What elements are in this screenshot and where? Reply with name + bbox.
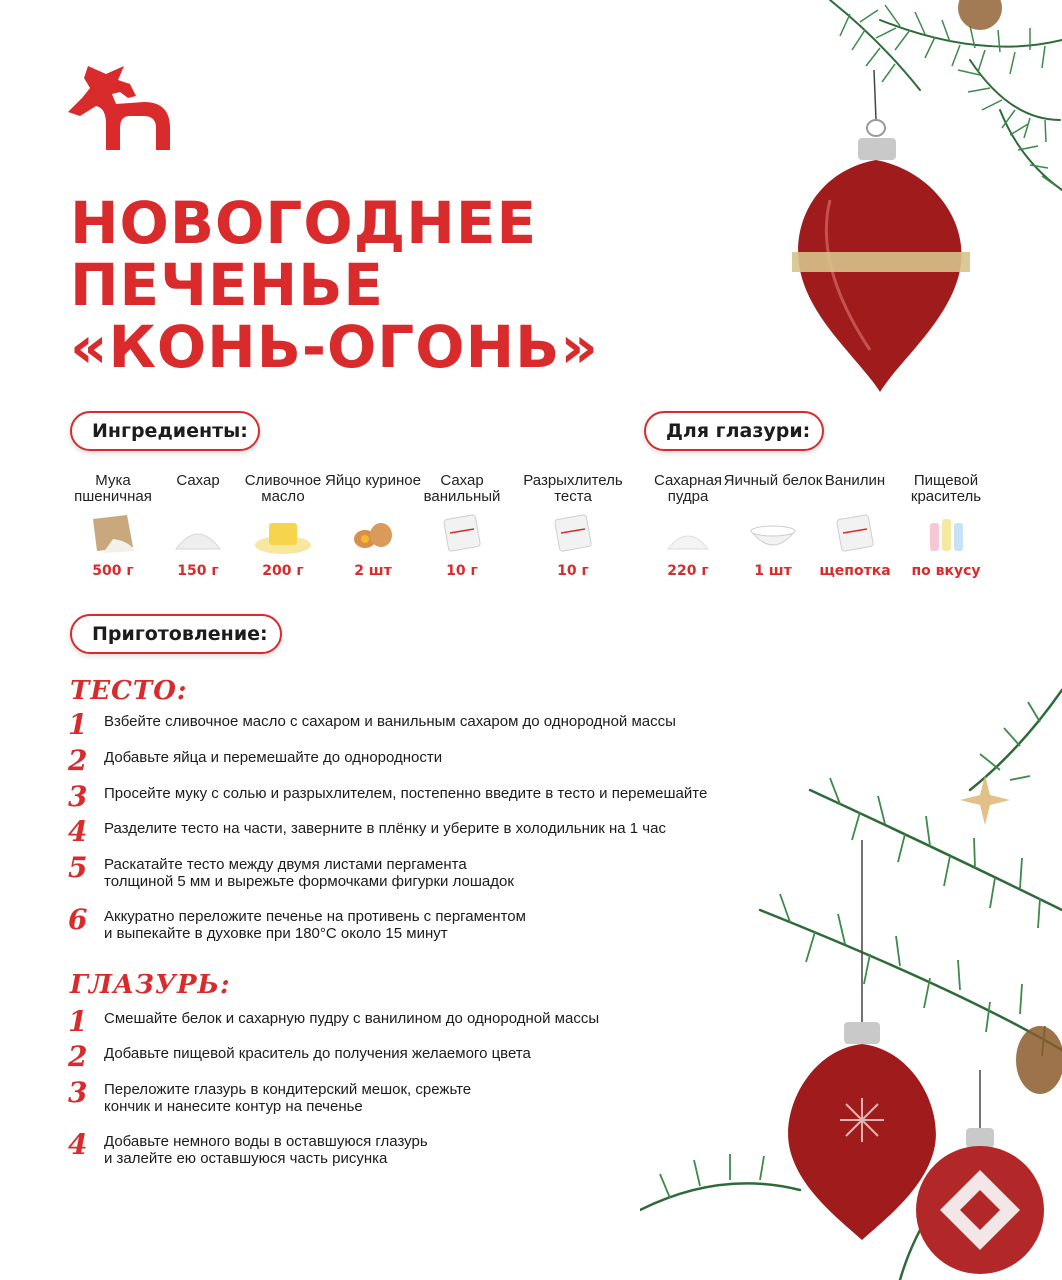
ingredient-amount: 500 г: [92, 563, 134, 579]
ingredient-amount: 10 г: [446, 563, 478, 579]
dye-bottles-icon: [916, 511, 976, 555]
sugar-pile-icon: [168, 511, 228, 555]
glaze-label: Для глазури:: [644, 411, 824, 451]
step-text: Добавьте пищевой краситель до получения желаемого цвета: [104, 1045, 531, 1062]
ingredient-item: [233, 473, 333, 579]
step-text: Добавьте яйца и перемешайте до однородности: [104, 749, 443, 766]
step-text: Смешайте белок и сахарную пудру с ванилином до однородной массы: [104, 1010, 600, 1027]
flour-sack-icon: [83, 511, 143, 555]
glaze-step: [68, 1076, 784, 1115]
ingredient-name: Сахар ванильный: [423, 472, 501, 505]
ingredient-name: Разрыхлитель теста: [523, 472, 623, 505]
dough-step: [68, 851, 784, 890]
title-line-3: «КОНЬ-ОГОНЬ»: [70, 313, 599, 381]
step-text: Раскатайте тесто между двумя листами пергамента толщиной 5 мм и вырежьте формочками фигурки лошадок: [104, 856, 514, 890]
step-number: 1: [68, 1005, 88, 1038]
step-text: Добавьте немного воды в оставшуюся глазурь и залейте ею оставшуюся часть рисунка: [104, 1133, 428, 1167]
step-number: 2: [68, 1040, 88, 1073]
ingredient-name: Мука пшеничная: [74, 472, 152, 505]
glaze-ingredient-item: [805, 473, 905, 579]
ingredient-name: Пищевой краситель: [910, 472, 982, 505]
step-number: 5: [68, 851, 88, 884]
step-number: 6: [68, 903, 88, 936]
dough-heading: ТЕСТО:: [70, 676, 188, 706]
ingredient-amount: по вкусу: [911, 563, 981, 579]
step-number: 4: [68, 1128, 88, 1161]
ingredient-name: Яйцо куриное: [325, 472, 421, 489]
ingredient-amount: 150 г: [177, 563, 219, 579]
step-number: 4: [68, 815, 88, 848]
ingredient-amount: 10 г: [557, 563, 589, 579]
step-number: 3: [68, 780, 88, 813]
step-text: Переложите глазурь в кондитерский мешок, срежьте кончик и нанесите контур на печенье: [104, 1081, 472, 1115]
sachet-icon: [432, 511, 492, 555]
sachet-icon: [825, 511, 885, 555]
page-title: [70, 189, 599, 381]
pine-branch-ornaments-bottom-decoration: [640, 650, 1062, 1280]
ingredient-amount: 220 г: [667, 563, 709, 579]
glaze-ingredient-item: [896, 473, 996, 579]
dough-step: [68, 815, 784, 848]
dough-step: [68, 708, 784, 741]
step-text: Разделите тесто на части, заверните в плёнку и уберите в холодильник на 1 час: [104, 820, 666, 837]
ingredient-item: [515, 473, 631, 579]
ingredient-name: Яичный белок: [723, 472, 823, 489]
pine-branch-ornament-top-decoration: [680, 0, 1062, 400]
step-text: Просейте муку с солью и разрыхлителем, постепенно введите в тесто и перемешайте: [104, 785, 708, 802]
eggs-icon: [343, 511, 403, 555]
step-text: Взбейте сливочное масло с сахаром и ванильным сахаром до однородной массы: [104, 713, 676, 730]
ingredient-amount: 1 шт: [754, 563, 792, 579]
powder-pile-icon: [658, 511, 718, 555]
step-text: Аккуратно переложите печенье на противень с пергаментом и выпекайте в духовке при 180°С около 15 минут: [104, 908, 526, 942]
ingredient-item: [323, 473, 423, 579]
title-line-1: НОВОГОДНЕЕ: [70, 189, 538, 257]
title-line-2: ПЕЧЕНЬЕ: [70, 251, 385, 319]
ingredient-amount: 200 г: [262, 563, 304, 579]
glaze-step: [68, 1005, 784, 1038]
glaze-step: [68, 1128, 784, 1167]
ingredient-amount: 2 шт: [354, 563, 392, 579]
dough-step: [68, 744, 784, 777]
bowl-icon: [743, 511, 803, 555]
ingredient-name: Сливочное масло: [244, 472, 322, 505]
ingredients-label: Ингредиенты:: [70, 411, 260, 451]
step-number: 3: [68, 1076, 88, 1109]
glaze-step: [68, 1040, 784, 1073]
dough-step: [68, 780, 784, 813]
ingredient-name: Сахарная пудра: [653, 472, 723, 505]
preparation-label: Приготовление:: [70, 614, 282, 654]
horse-logo: [66, 58, 176, 154]
sachet-icon: [543, 511, 603, 555]
ingredient-amount: щепотка: [819, 563, 891, 579]
ingredient-name: Ванилин: [824, 472, 886, 489]
glaze-heading: ГЛАЗУРЬ:: [70, 970, 231, 1000]
step-number: 1: [68, 708, 88, 741]
ingredient-name: Сахар: [176, 472, 220, 489]
dough-step: [68, 903, 784, 942]
ingredient-item: [412, 473, 512, 579]
step-number: 2: [68, 744, 88, 777]
butter-icon: [253, 511, 313, 555]
